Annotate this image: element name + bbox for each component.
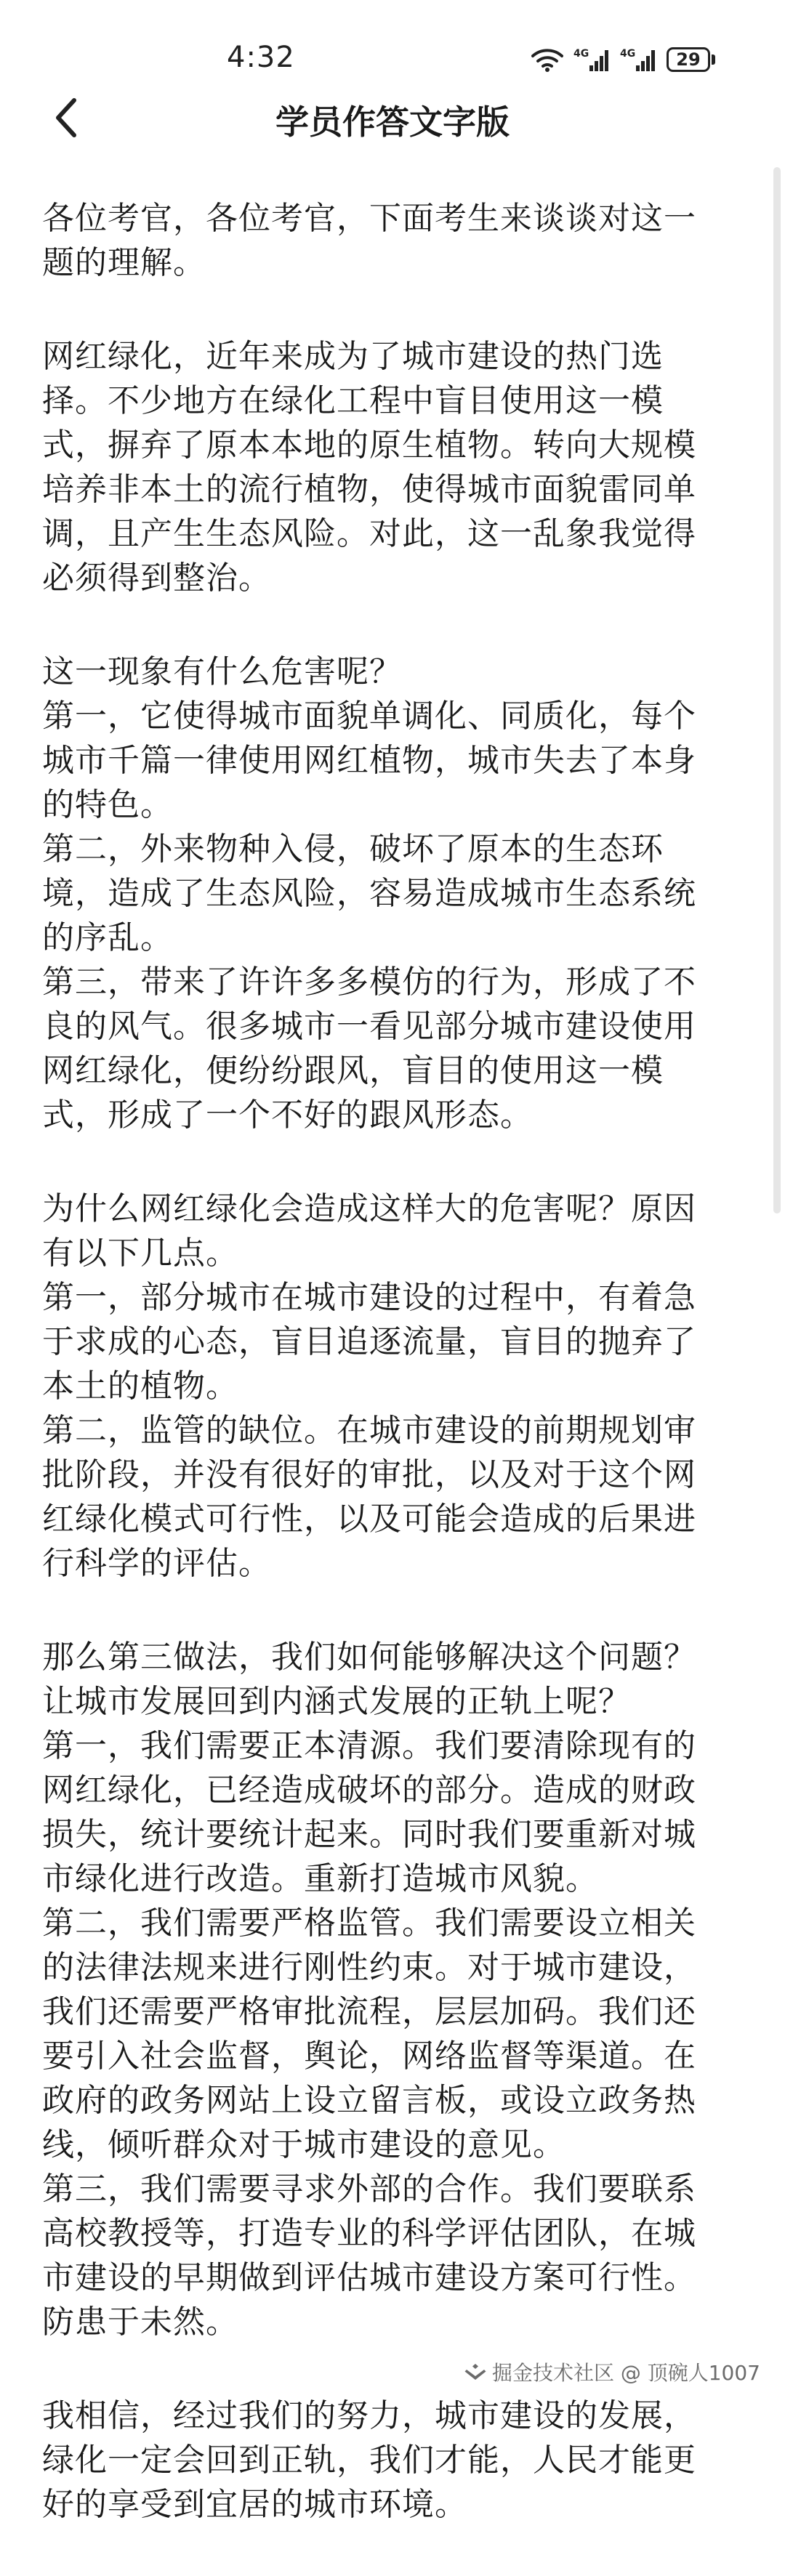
text-line: 行科学的评估。 [42, 1545, 271, 1582]
page-title: 学员作答文字版 [275, 102, 510, 142]
text-line: 式，摒弃了原本本地的原生植物。转向大规模 [42, 427, 696, 464]
text-line: 培养非本土的流行植物，使得城市面貌雷同单 [42, 471, 696, 508]
text-line: 红绿化模式可行性，以及可能会造成的后果进 [42, 1501, 696, 1538]
watermark [464, 2357, 760, 2386]
text-line: 要引入社会监督，舆论，网络监督等渠道。在 [42, 2038, 696, 2075]
text-line: 的特色。 [42, 786, 173, 823]
text-line: 这一现象有什么危害呢？ [42, 653, 402, 690]
text-line: 第二，我们需要严格监管。我们需要设立相关 [42, 1905, 696, 1942]
network-label-1: 4G [573, 48, 589, 60]
text-line: 题的理解。 [42, 244, 206, 281]
paragraph [42, 1187, 747, 1586]
text-line: 第二，外来物种入侵，破坏了原本的生态环 [42, 831, 664, 868]
battery-icon [667, 47, 715, 72]
paragraph [42, 1635, 747, 2344]
paragraph [42, 650, 747, 1137]
text-line: 第三，我们需要寻求外部的合作。我们要联系 [42, 2171, 696, 2208]
text-line: 境，造成了生态风险，容易造成城市生态系统 [42, 875, 696, 912]
text-line: 网红绿化，便纷纷跟风，盲目的使用这一模 [42, 1052, 664, 1089]
text-line: 让城市发展回到内涵式发展的正轨上呢？ [42, 1683, 631, 1720]
text-line: 第一，部分城市在城市建设的过程中，有着急 [42, 1279, 696, 1316]
text-line: 第二，监管的缺位。在城市建设的前期规划审 [42, 1412, 696, 1449]
text-line: 第一，我们需要正本清源。我们要清除现有的 [42, 1727, 696, 1764]
paragraph [42, 2394, 747, 2527]
text-line: 防患于未然。 [42, 2304, 238, 2341]
answer-text [42, 196, 747, 2576]
text-line: 网红绿化，已经造成破坏的部分。造成的财政 [42, 1772, 696, 1809]
text-line: 必须得到整治。 [42, 560, 271, 597]
text-line: 的序乱。 [42, 919, 173, 956]
text-line: 好的享受到宜居的城市环境。 [42, 2486, 467, 2523]
text-line: 我相信，经过我们的努力，城市建设的发展， [42, 2397, 696, 2434]
signal-icon-2 [620, 47, 656, 73]
paragraph [42, 196, 747, 285]
text-line: 调，且产生生态风险。对此，这一乱象我觉得 [42, 515, 696, 552]
text-line: 式，形成了一个不好的跟风形态。 [42, 1097, 533, 1134]
text-line: 线，倾听群众对于城市建设的意见。 [42, 2126, 565, 2163]
text-line: 本土的植物。 [42, 1368, 238, 1405]
text-line: 高校教授等，打造专业的科学评估团队，在城 [42, 2215, 696, 2252]
scrollbar[interactable] [773, 167, 781, 1214]
battery-level: 29 [667, 47, 710, 72]
text-line: 政府的政务网站上设立留言板，或设立政务热 [42, 2082, 696, 2119]
text-line: 第三，带来了许许多多模仿的行为，形成了不 [42, 964, 696, 1001]
text-line: 城市千篇一律使用网红植物，城市失去了本身 [42, 742, 696, 779]
text-line: 良的风气。很多城市一看见部分城市建设使用 [42, 1008, 696, 1045]
text-line: 市建设的早期做到评估城市建设方案可行性。 [42, 2259, 696, 2296]
text-line: 第一，它使得城市面貌单调化、同质化，每个 [42, 698, 696, 735]
text-line: 市绿化进行改造。重新打造城市风貌。 [42, 1860, 598, 1897]
status-icons [531, 42, 715, 77]
text-line: 的法律法规来进行刚性约束。对于城市建设， [42, 1949, 696, 1986]
signal-icon-1 [573, 47, 610, 73]
wifi-icon [531, 47, 563, 72]
nav-header [0, 78, 785, 158]
text-line: 绿化一定会回到正轨，我们才能，人民才能更 [42, 2442, 696, 2479]
text-line: 我们还需要严格审批流程，层层加码。我们还 [42, 1993, 696, 2030]
text-line: 择。不少地方在绿化工程中盲目使用这一模 [42, 382, 664, 419]
network-label-2: 4G [620, 48, 636, 60]
watermark-text: 掘金技术社区 @ 顶碗人1007 [491, 2361, 760, 2385]
text-line: 那么第三做法，我们如何能够解决这个问题？ [42, 1639, 696, 1676]
status-time: 4:32 [227, 41, 295, 74]
text-line: 网红绿化，近年来成为了城市建设的热门选 [42, 338, 664, 375]
text-line: 为什么网红绿化会造成这样大的危害呢？原因 [42, 1190, 696, 1227]
text-line: 各位考官，各位考官，下面考生来谈谈对这一 [42, 200, 696, 237]
text-line: 于求成的心态，盲目追逐流量，盲目的抛弃了 [42, 1323, 696, 1360]
juejin-logo-icon [464, 2362, 486, 2381]
text-line: 损失，统计要统计起来。同时我们要重新对城 [42, 1816, 696, 1853]
text-line: 批阶段，并没有很好的审批，以及对于这个网 [42, 1456, 696, 1493]
paragraph [42, 334, 747, 600]
text-line: 有以下几点。 [42, 1235, 238, 1272]
